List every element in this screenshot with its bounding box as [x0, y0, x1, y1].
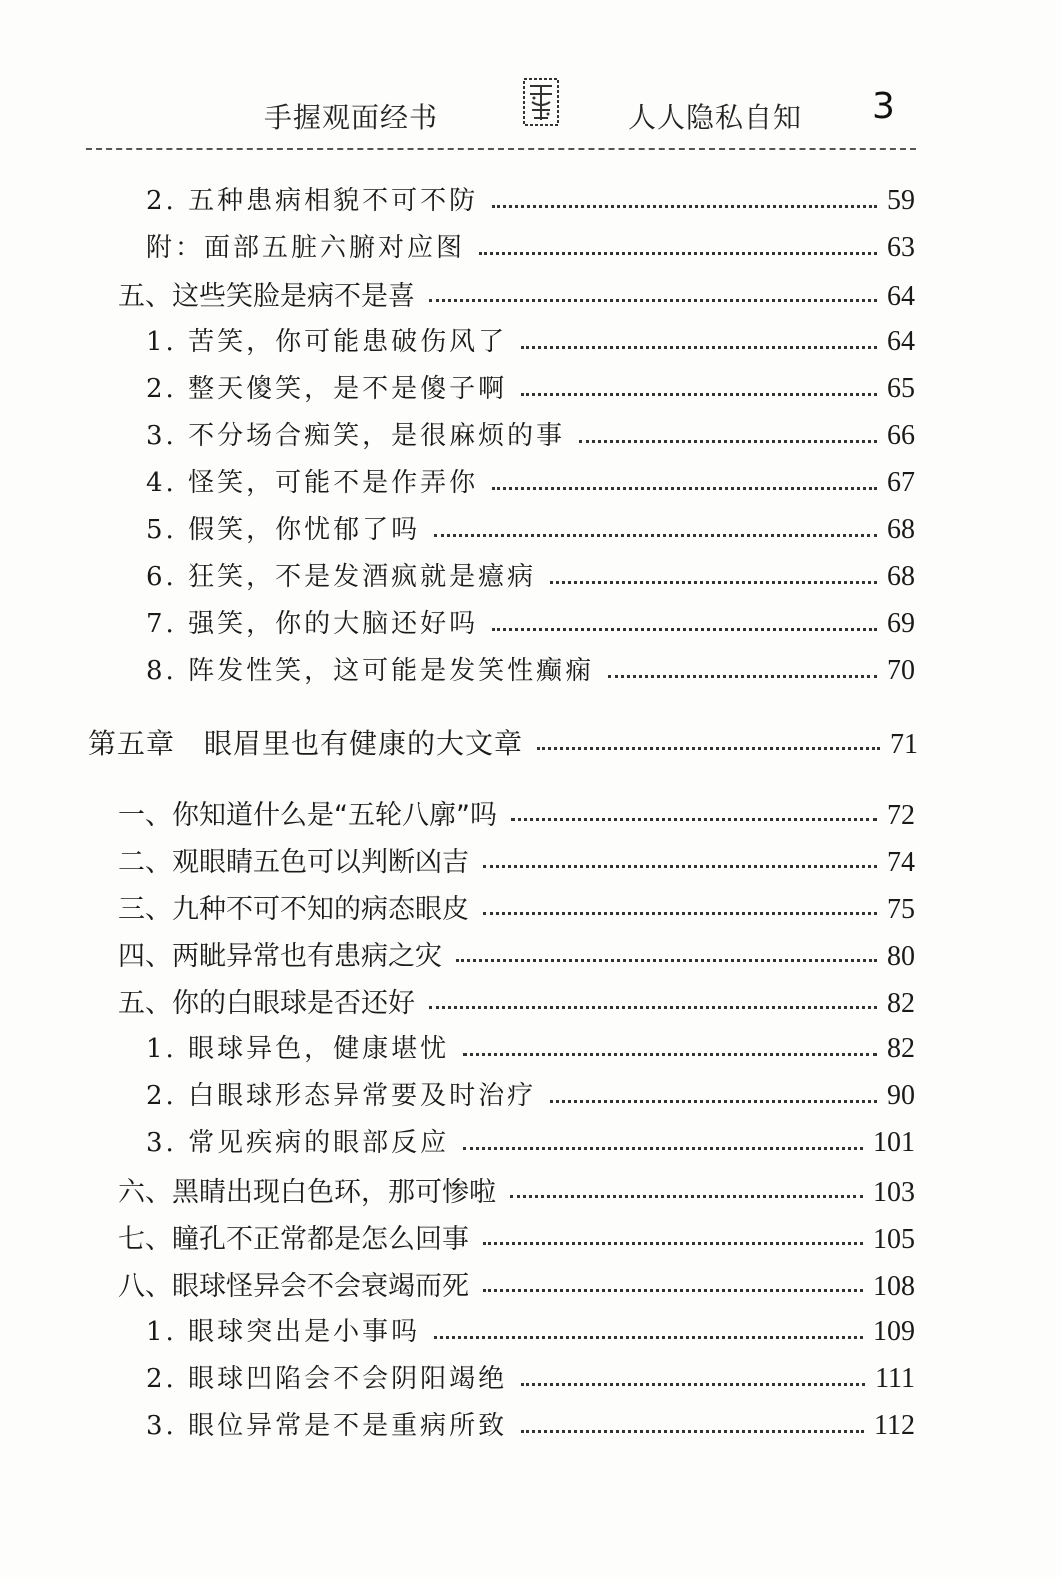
- dot-leader: [483, 865, 877, 868]
- dot-leader: [483, 1242, 863, 1245]
- toc-entry-title: 2. 白眼球形态异常要及时治疗: [146, 1081, 537, 1111]
- dot-leader: [521, 393, 877, 396]
- toc-entry: [118, 981, 915, 1021]
- toc-entry: [146, 462, 915, 502]
- toc-entry-title: 3. 不分场合痴笑，是很麻烦的事: [146, 421, 566, 451]
- dot-leader: [434, 534, 877, 537]
- dot-leader: [521, 346, 877, 349]
- toc-entry: [146, 556, 915, 596]
- toc-entry: [146, 1311, 915, 1351]
- dot-leader: [492, 487, 877, 490]
- toc-entry-page: 59: [887, 185, 915, 216]
- toc-entry-title: 1. 眼球突出是小事吗: [146, 1317, 421, 1347]
- toc-entry: [146, 603, 915, 643]
- toc-entry-page: 70: [887, 655, 915, 686]
- toc-entry-page: 68: [887, 514, 915, 545]
- toc-entry-title: 5. 假笑，你忧郁了吗: [146, 515, 421, 545]
- toc-entry-page: 64: [887, 326, 915, 357]
- toc-entry-title: 五、你的白眼球是否还好: [118, 988, 415, 1019]
- toc-entry-page: 63: [887, 232, 915, 263]
- toc-entry-page: 109: [873, 1316, 915, 1347]
- toc-entry-page: 64: [887, 281, 915, 312]
- toc-entry: [146, 415, 915, 455]
- dot-leader: [483, 912, 877, 915]
- dot-leader: [463, 1147, 863, 1150]
- dot-leader: [483, 1289, 863, 1292]
- toc-entry-title: 八、眼球怪异会不会衰竭而死: [118, 1271, 469, 1302]
- toc-entry-page: 69: [887, 608, 915, 639]
- dot-leader: [579, 440, 877, 443]
- toc-entry-title: 2. 整天傻笑，是不是傻子啊: [146, 374, 508, 404]
- toc-entry: [118, 840, 915, 880]
- dot-leader: [608, 675, 877, 678]
- toc-entry-title: 1. 苦笑，你可能患破伤风了: [146, 327, 508, 357]
- toc-entry-title: 3. 常见疾病的眼部反应: [146, 1128, 450, 1158]
- toc-entry-page: 82: [887, 1033, 915, 1064]
- toc-entry-title: 六、黑睛出现白色环，那可惨啦: [118, 1177, 496, 1208]
- toc-entry-title: 附：面部五脏六腑对应图: [146, 233, 466, 263]
- toc-entry: [118, 887, 915, 927]
- toc-entry-page: 108: [873, 1271, 915, 1302]
- toc-entry-page: 103: [873, 1177, 915, 1208]
- dot-leader: [550, 1100, 877, 1103]
- toc-entry-page: 71: [890, 729, 918, 760]
- toc-entry: [118, 274, 915, 314]
- toc-entry-page: 68: [887, 561, 915, 592]
- toc-entry: [118, 1217, 915, 1257]
- dot-leader: [492, 628, 877, 631]
- toc-entry-page: 80: [887, 941, 915, 972]
- toc-entry-title: 一、你知道什么是“五轮八廓”吗: [118, 800, 497, 831]
- toc-entry: [118, 1170, 915, 1210]
- toc-entry-title: 7. 强笑，你的大脑还好吗: [146, 609, 479, 639]
- running-head-left: 手握观面经书: [264, 101, 439, 134]
- seal-stamp-icon: [521, 76, 561, 128]
- toc-entry-title: 2. 五种患病相貌不可不防: [146, 186, 479, 216]
- dot-leader: [456, 959, 877, 962]
- running-head-right: 人人隐私自知: [628, 101, 803, 134]
- toc-entry-title: 三、九种不可不知的病态眼皮: [118, 894, 469, 925]
- toc-entry: [146, 227, 915, 267]
- dot-leader: [492, 205, 877, 208]
- toc-entry: [118, 1264, 915, 1304]
- toc-entry-title: 8. 阵发性笑，这可能是发笑性癫痫: [146, 656, 595, 686]
- toc-entry-page: 90: [887, 1080, 915, 1111]
- dot-leader: [550, 581, 877, 584]
- dot-leader: [429, 1006, 877, 1009]
- toc-entry-title: 第五章 眼眉里也有健康的大文章: [88, 727, 524, 760]
- toc-entry-page: 101: [873, 1127, 915, 1158]
- toc-entry-title: 七、瞳孔不正常都是怎么回事: [118, 1224, 469, 1255]
- toc-entry-title: 五、这些笑脸是病不是喜: [118, 281, 415, 312]
- toc-entry-title: 2. 眼球凹陷会不会阴阳竭绝: [146, 1364, 508, 1394]
- dot-leader: [537, 747, 880, 750]
- toc-entry-title: 二、观眼睛五色可以判断凶吉: [118, 847, 469, 878]
- toc-chapter-entry: [88, 722, 918, 762]
- toc-entry: [146, 650, 915, 690]
- toc-entry: [146, 180, 915, 220]
- toc-entry: [118, 793, 915, 833]
- toc-entry-page: 65: [887, 373, 915, 404]
- toc-entry-page: 67: [887, 467, 915, 498]
- toc-entry: [146, 1358, 915, 1398]
- page-number: 3: [872, 86, 895, 127]
- toc-entry-page: 82: [887, 988, 915, 1019]
- toc-entry-page: 74: [887, 847, 915, 878]
- toc-entry-page: 112: [874, 1410, 915, 1441]
- toc-entry: [146, 1075, 915, 1115]
- toc-entry: [146, 1122, 915, 1162]
- dot-leader: [511, 818, 877, 821]
- toc-entry-title: 3. 眼位异常是不是重病所致: [146, 1411, 508, 1441]
- toc-entry: [146, 321, 915, 361]
- toc-entry-page: 105: [873, 1224, 915, 1255]
- toc-entry: [146, 1028, 915, 1068]
- page-header: [0, 70, 1061, 150]
- dot-leader: [479, 252, 877, 255]
- dot-leader: [434, 1336, 863, 1339]
- toc-entry-title: 四、两眦异常也有患病之灾: [118, 941, 442, 972]
- toc-entry-page: 66: [887, 420, 915, 451]
- toc-entry-page: 75: [887, 894, 915, 925]
- toc-entry: [146, 1405, 915, 1445]
- dot-leader: [521, 1383, 865, 1386]
- toc-entry: [146, 509, 915, 549]
- toc-entry: [118, 934, 915, 974]
- toc-entry: [146, 368, 915, 408]
- toc-entry-title: 4. 怪笑，可能不是作弄你: [146, 468, 479, 498]
- dot-leader: [429, 299, 877, 302]
- dot-leader: [510, 1195, 863, 1198]
- header-divider: [86, 148, 916, 150]
- toc-entry-title: 6. 狂笑，不是发酒疯就是癔病: [146, 562, 537, 592]
- toc-entry-title: 1. 眼球异色，健康堪忧: [146, 1034, 450, 1064]
- toc-entry-page: 111: [875, 1363, 915, 1394]
- dot-leader: [521, 1430, 864, 1433]
- dot-leader: [463, 1053, 877, 1056]
- toc-entry-page: 72: [887, 800, 915, 831]
